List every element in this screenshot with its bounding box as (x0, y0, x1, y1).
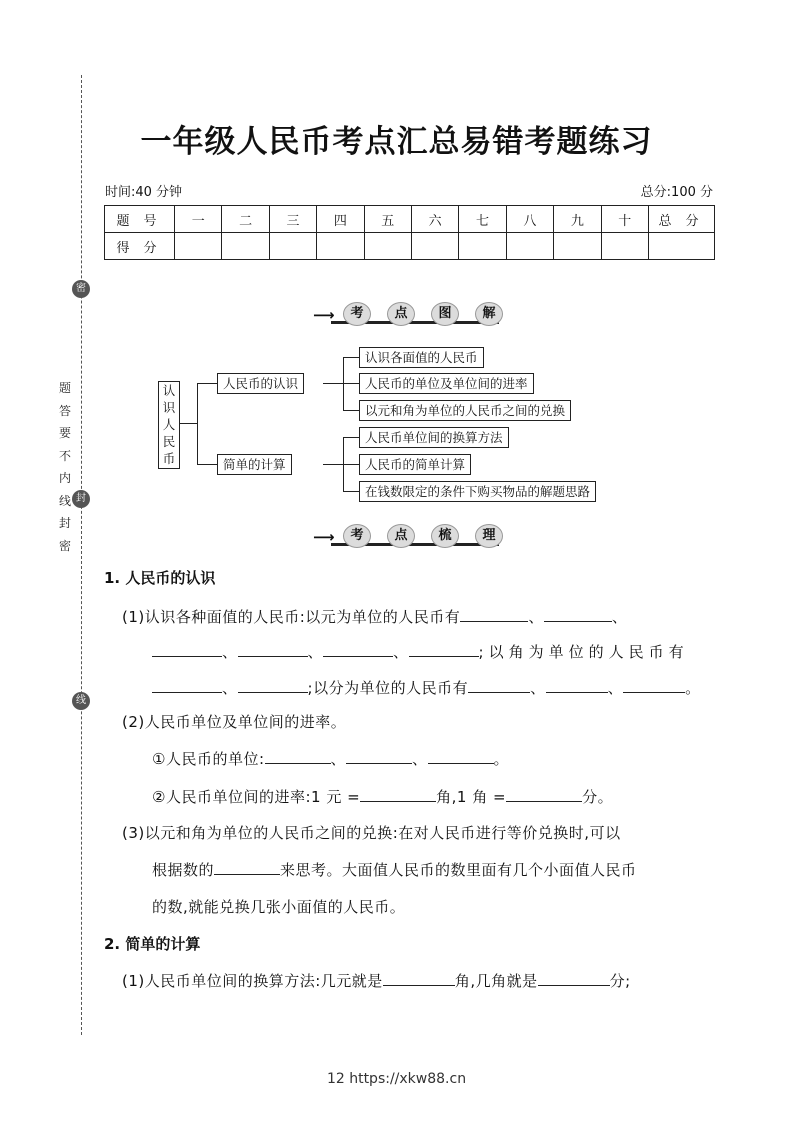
banner-char: 理 (475, 524, 503, 548)
connector (323, 383, 343, 384)
fill-blank[interactable] (323, 642, 393, 657)
column-header: 八 (506, 206, 553, 233)
fill-blank[interactable] (152, 678, 222, 693)
mindmap-root (158, 381, 180, 469)
arrow-icon: ⟶ (313, 528, 335, 546)
fill-blank[interactable] (214, 860, 280, 875)
page-footer: 12 https://xkw88.cn (326, 1071, 467, 1087)
fill-blank[interactable] (623, 678, 685, 693)
text: 。 (685, 679, 701, 697)
column-header: 四 (317, 206, 364, 233)
column-header: 五 (364, 206, 411, 233)
connector (197, 464, 217, 465)
text: 、 (222, 643, 238, 661)
banner-char: 解 (475, 302, 503, 326)
text: ②人民币单位间的进率:1 元 = (152, 788, 361, 806)
banner-char: 梳 (431, 524, 459, 548)
column-header-total: 总分 (649, 206, 715, 233)
seal-mark-xian: 线 (72, 692, 90, 710)
fill-blank[interactable] (346, 749, 412, 764)
connector (323, 464, 343, 465)
seal-mark-feng: 封 (72, 490, 90, 508)
connector (197, 383, 198, 464)
row-label-question: 题号 (105, 206, 175, 233)
text: 角,1 角 = (436, 788, 507, 806)
root-char: 认 (162, 383, 176, 398)
paragraph-line (152, 786, 613, 807)
fill-blank[interactable] (383, 971, 455, 986)
score-cell[interactable] (411, 233, 458, 260)
score-cell[interactable] (601, 233, 648, 260)
paragraph-line (122, 970, 631, 991)
row-label-score: 得分 (105, 233, 175, 260)
score-cell[interactable] (554, 233, 601, 260)
connector (343, 464, 359, 465)
text: 分。 (582, 788, 614, 806)
column-header: 二 (222, 206, 269, 233)
section-banner-diagram (311, 302, 503, 328)
score-table (104, 205, 715, 260)
column-header: 十 (601, 206, 648, 233)
fill-blank[interactable] (238, 678, 308, 693)
text: 、 (607, 679, 624, 697)
text: 、 (330, 750, 347, 768)
banner-char: 图 (431, 302, 459, 326)
text: ;以角为单位的人民币有 (478, 643, 689, 661)
column-header: 三 (269, 206, 316, 233)
text: 角,几角就是 (454, 972, 538, 990)
fill-blank[interactable] (546, 678, 608, 693)
text: (1)认识各种面值的人民币:以元为单位的人民币有 (122, 608, 461, 626)
connector (343, 437, 359, 438)
score-cell[interactable] (317, 233, 364, 260)
paragraph-line: 的数,就能兑换几张小面值的人民币。 (152, 898, 406, 916)
mindmap-item: 人民币的简单计算 (359, 454, 471, 475)
text: ;以分为单位的人民币有 (307, 679, 469, 697)
fill-blank[interactable] (506, 787, 582, 802)
arrow-icon: ⟶ (313, 306, 335, 324)
fill-blank[interactable] (428, 749, 494, 764)
total-score: 总分:100 分 (640, 185, 713, 200)
score-cell[interactable] (506, 233, 553, 260)
fill-blank[interactable] (468, 678, 530, 693)
column-header: 一 (175, 206, 222, 233)
column-header: 七 (459, 206, 506, 233)
vtext-char: 不 (58, 448, 71, 463)
text: 分; (609, 972, 631, 990)
mindmap-item: 认识各面值的人民币 (359, 347, 484, 368)
paragraph-line (152, 641, 689, 662)
banner-char: 点 (387, 524, 415, 548)
binding-dashed-line (81, 75, 82, 1035)
vtext-char: 密 (58, 538, 71, 553)
binding-warning-text (58, 377, 72, 557)
fill-blank[interactable] (409, 642, 479, 657)
root-char: 人 (162, 417, 176, 432)
vtext-char: 答 (58, 403, 71, 418)
connector (343, 491, 359, 492)
text: 、 (528, 608, 544, 626)
fill-blank[interactable] (544, 607, 612, 622)
text: 来思考。大面值人民币的数里面有几个小面值人民币 (280, 861, 637, 879)
text: 、 (530, 679, 546, 697)
mindmap-branch-recognition: 人民币的认识 (217, 373, 304, 394)
banner-char: 点 (387, 302, 415, 326)
mindmap-item: 人民币的单位及单位间的进率 (359, 373, 534, 394)
banner-char: 考 (343, 302, 371, 326)
text: 、 (611, 608, 628, 626)
section-banner-summary (311, 524, 503, 550)
vtext-char: 要 (58, 426, 71, 440)
vtext-char: 内 (58, 471, 71, 485)
text: 根据数的 (152, 861, 215, 879)
mindmap-item: 人民币单位间的换算方法 (359, 427, 509, 448)
text: 、 (307, 643, 324, 661)
fill-blank[interactable] (360, 787, 436, 802)
text: 、 (222, 679, 238, 697)
connector (343, 383, 359, 384)
paragraph-line: (2)人民币单位及单位间的进率。 (122, 713, 347, 731)
score-cell[interactable] (222, 233, 269, 260)
fill-blank[interactable] (265, 749, 331, 764)
seal-mark-mi: 密 (72, 280, 90, 298)
text: 、 (412, 750, 428, 768)
paragraph-line (152, 748, 509, 769)
score-cell[interactable] (364, 233, 411, 260)
fill-blank[interactable] (238, 642, 308, 657)
paragraph-line: (3)以元和角为单位的人民币之间的兑换:在对人民币进行等价兑换时,可以 (122, 824, 621, 842)
banner-char: 考 (343, 524, 371, 548)
text: (1)人民币单位间的换算方法:几元就是 (122, 972, 383, 990)
connector (343, 357, 359, 358)
score-cell[interactable] (459, 233, 506, 260)
table-row (105, 206, 715, 233)
time-limit: 时间:40 分钟 (105, 185, 183, 200)
score-cell[interactable] (649, 233, 715, 260)
root-char: 民 (162, 434, 176, 449)
mindmap-item: 在钱数限定的条件下购买物品的解题思路 (359, 481, 596, 502)
paragraph-line (122, 606, 627, 627)
column-header: 六 (411, 206, 458, 233)
text: 、 (393, 643, 409, 661)
paragraph-line (152, 677, 701, 698)
text: 。 (493, 750, 510, 768)
fill-blank[interactable] (460, 607, 528, 622)
section-heading-recognition: 1. 人民币的认识 (104, 569, 216, 587)
connector (179, 423, 197, 424)
fill-blank[interactable] (152, 642, 222, 657)
mindmap-branch-calculation: 简单的计算 (217, 454, 292, 475)
score-cell[interactable] (175, 233, 222, 260)
section-heading-calculation: 2. 简单的计算 (104, 935, 201, 953)
vtext-char: 题 (58, 381, 71, 395)
vtext-char: 封 (58, 516, 71, 530)
page-title: 一年级人民币考点汇总易错考题练习 (140, 124, 653, 160)
score-cell[interactable] (269, 233, 316, 260)
root-char: 识 (162, 400, 176, 415)
text: ①人民币的单位: (152, 750, 265, 768)
fill-blank[interactable] (538, 971, 610, 986)
table-row (105, 233, 715, 260)
connector (343, 410, 359, 411)
column-header: 九 (554, 206, 601, 233)
connector (197, 383, 217, 384)
paragraph-line (152, 859, 637, 880)
root-char: 币 (162, 451, 176, 466)
mindmap-item: 以元和角为单位的人民币之间的兑换 (359, 400, 571, 421)
vtext-char: 线 (58, 493, 71, 508)
